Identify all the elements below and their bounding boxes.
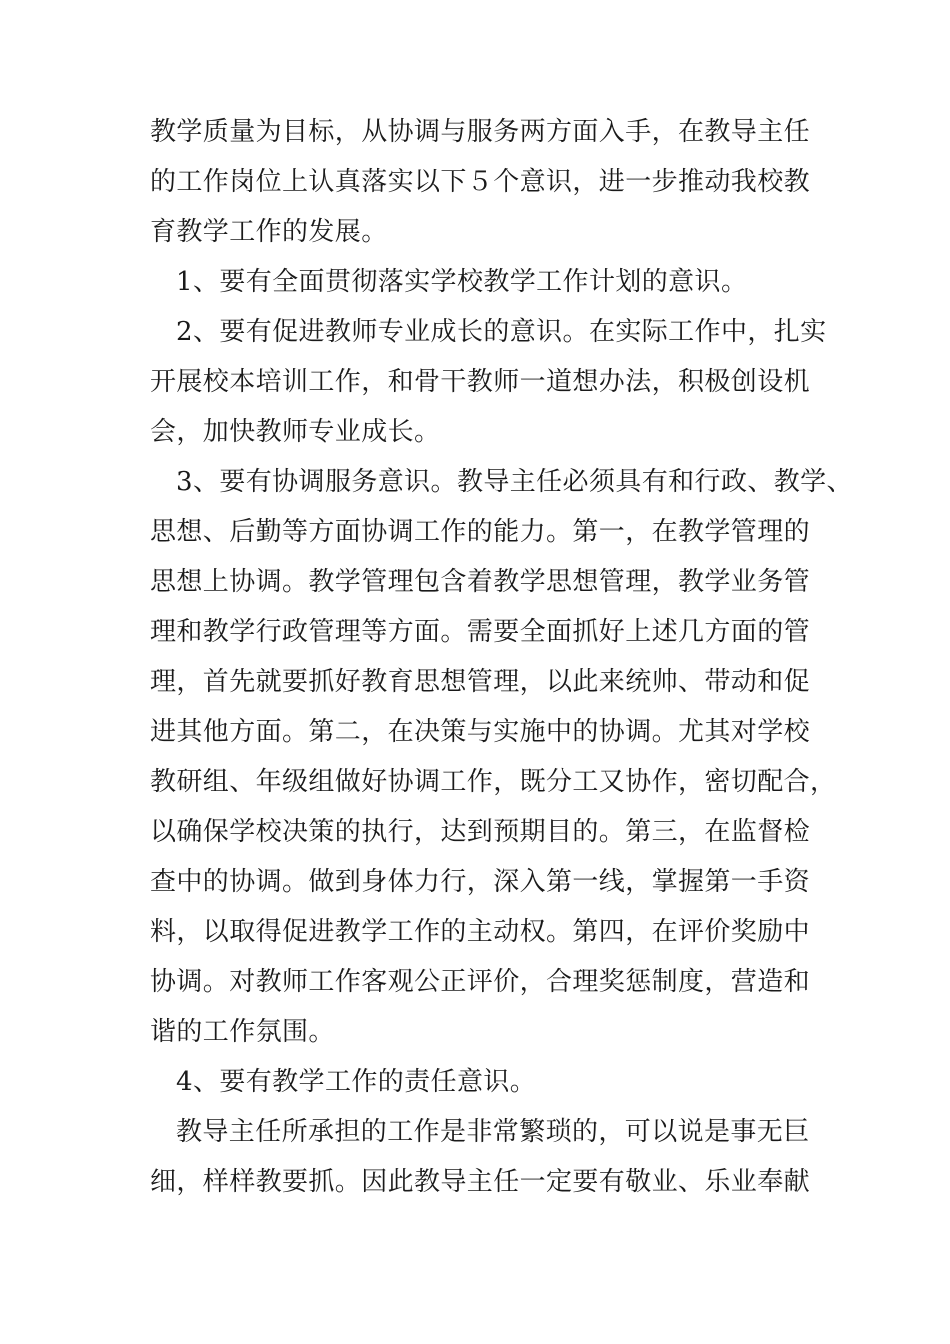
paragraph-line: 2、要有促进教师专业成长的意识。在实际工作中，扎实 — [176, 317, 827, 347]
paragraph-line: 料，以取得促进教学工作的主动权。第四，在评价奖励中 — [150, 917, 811, 947]
paragraph-line: 1、要有全面贯彻落实学校教学工作计划的意识。 — [176, 267, 748, 297]
paragraph-line: 谐的工作氛围。 — [150, 1017, 335, 1047]
paragraph-line: 教学质量为目标，从协调与服务两方面入手，在教导主任 — [150, 117, 811, 147]
paragraph-line: 3、要有协调服务意识。教导主任必须具有和行政、教学、 — [176, 467, 853, 497]
paragraph-line: 细，样样教要抓。因此教导主任一定要有敬业、乐业奉献 — [150, 1167, 811, 1197]
paragraph-line: 的工作岗位上认真落实以下５个意识，进一步推动我校教 — [150, 167, 811, 197]
paragraph-line: 教研组、年级组做好协调工作，既分工又协作，密切配合， — [150, 767, 837, 797]
paragraph-line: 思想、后勤等方面协调工作的能力。第一，在教学管理的 — [150, 517, 811, 547]
paragraph-line: 查中的协调。做到身体力行，深入第一线，掌握第一手资 — [150, 867, 811, 897]
paragraph-line: 育教学工作的发展。 — [150, 217, 388, 247]
paragraph-line: 开展校本培训工作，和骨干教师一道想办法，积极创设机 — [150, 367, 811, 397]
paragraph-line: 理，首先就要抓好教育思想管理，以此来统帅、带动和促 — [150, 667, 811, 697]
paragraph-line: 协调。对教师工作客观公正评价，合理奖惩制度，营造和 — [150, 967, 811, 997]
paragraph-line: 教导主任所承担的工作是非常繁琐的，可以说是事无巨 — [176, 1117, 810, 1147]
paragraph-line: 会，加快教师专业成长。 — [150, 417, 441, 447]
paragraph-line: 思想上协调。教学管理包含着教学思想管理，教学业务管 — [150, 567, 811, 597]
paragraph-line: 4、要有教学工作的责任意识。 — [176, 1067, 537, 1097]
paragraph-line: 理和教学行政管理等方面。需要全面抓好上述几方面的管 — [150, 617, 811, 647]
paragraph-line: 以确保学校决策的执行，达到预期目的。第三，在监督检 — [150, 817, 811, 847]
paragraph-line: 进其他方面。第二，在决策与实施中的协调。尤其对学校 — [150, 717, 811, 747]
